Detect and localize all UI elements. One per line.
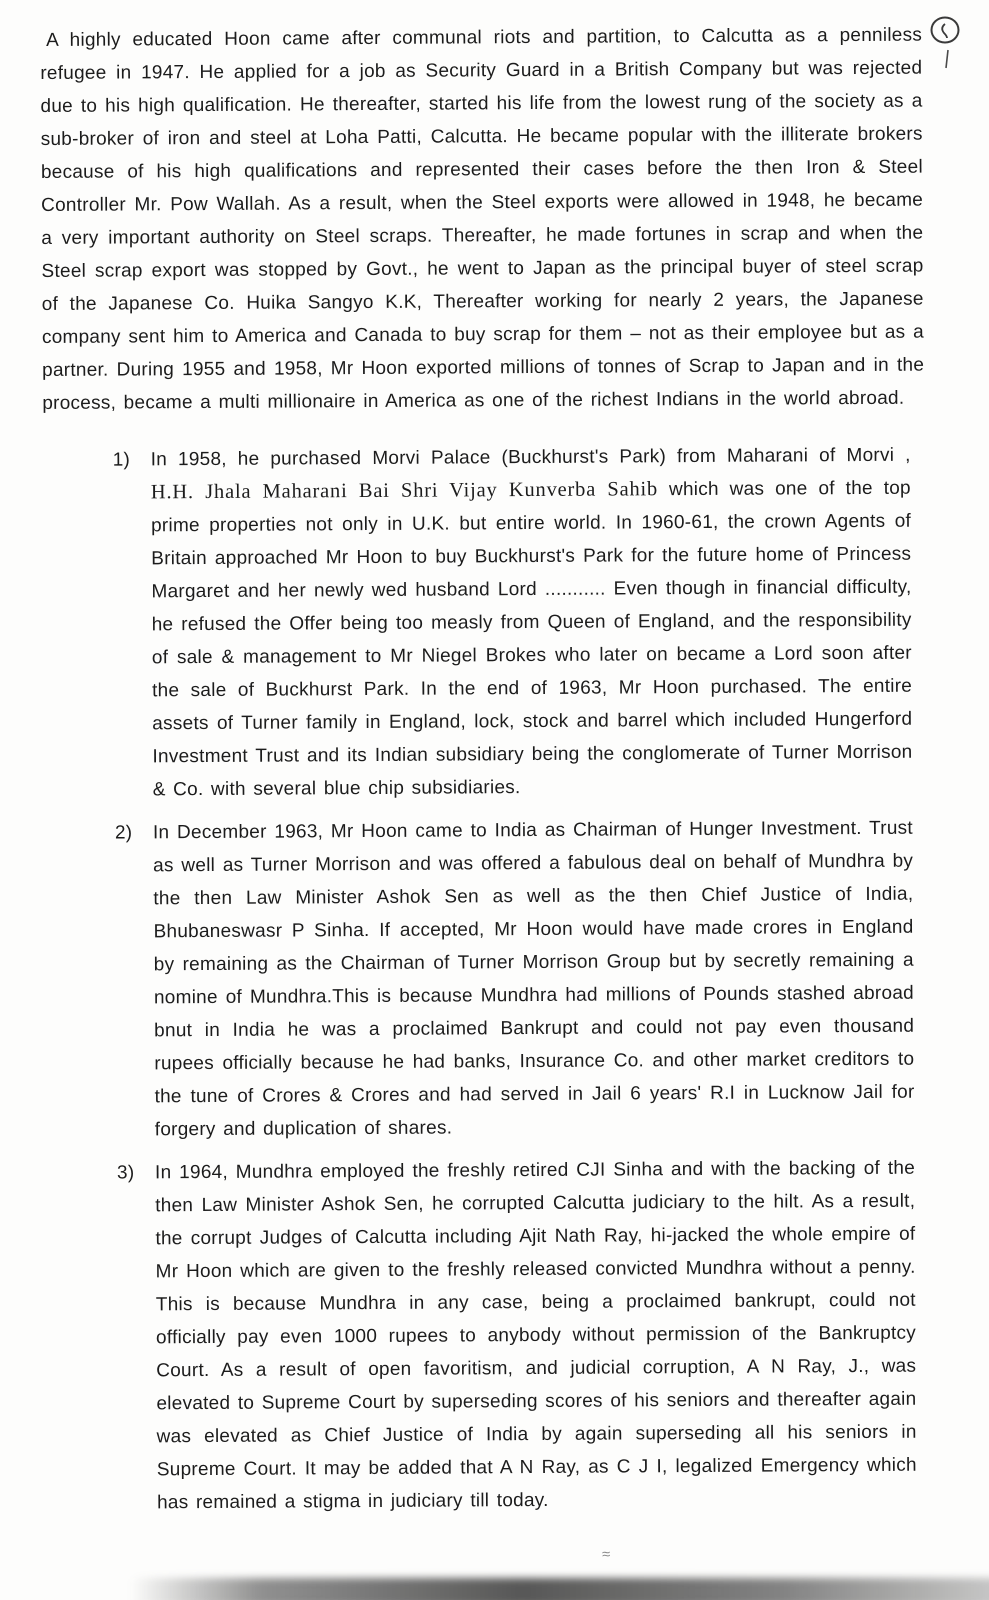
document-content (40, 19, 931, 1520)
item-number: 3) (116, 1162, 135, 1184)
item-1-text-after: which was one of the top prime properties not only in U.K. but entire world. In 1960-61, the crown Agents of Britain approached Mr Hoon to buy Buckhurst's Park for the future home of Princess Margaret and her newly wed husband Lord ........... Even though in financial difficulty, he refused the Offer being too measly from Queen of England, and the responsibility of sale & management to Mr Niegel Brokes who later on became a Lord soon after the sale of Buckhurst Park. In the end of 1963, Mr Hoon purchased. The entire assets of Turner family in England, lock, stock and barrel which included Hungerford Investment Trust and its Indian subsidiary being the conglomerate of Turner Morrison & Co. with several blue chip subsidiaries. (151, 477, 913, 801)
intro-paragraph: A highly educated Hoon came after communal riots and partition, to Calcutta as a penniless refugee in 1947. He applied for a job as Security Guard in a British Company but was rejected due to his high qualification. He thereafter, started his life from the lowest rung of the society as a sub-broker of iron and steel at Loha Patti, Calcutta. He became popular with the illiterate brokers because of his high qualifications and represented their cases before the then Iron & Steel Controller Mr. Pow Wallah. As a result, when the Steel exports were allowed in 1948, he became a very important authority on Steel scraps. Thereafter, he made fortunes in scrap and when the Steel scrap export was stopped by Govt., he went to Japan as the principal buyer of steel scrap of the Japanese Co. Huika Sangyo K.K, Thereafter working for nearly 2 years, the Japanese company sent him to America and Canada to buy scrap for them – not as their employee but as a partner. During 1955 and 1958, Mr Hoon exported millions of tonnes of Scrap to Japan and in the process, became a multi millionaire in America as one of the richest Indians in the world abroad. (40, 24, 925, 414)
list-item-1 (113, 439, 927, 807)
corner-stamp-icon (927, 14, 963, 84)
item-number: 2) (114, 822, 133, 844)
item-text: In 1964, Mundhra employed the freshly retired CJI Sinha and with the backing of the then Law Minister Ashok Sen, he corrupted Calcutta judiciary to the hilt. As a result, the corrupt Judges of Calcutta including Ajit Nath Ray, hi-jacked the whole empire of Mr Hoon which are given to the freshly released convicted Mundhra without a penny. This is because Mundhra in any case, being a proclaimed bankrupt, could not officially pay even 1000 rupees to anybody without permission of the Bankruptcy Court. As a result of open favoritism, and judicial corruption, A N Ray, J., was elevated to Supreme Court by superseding scores of his seniors and thereafter again was elevated as Chief Justice of India by again superseding all his seniors in Supreme Court. It may be added that A N Ray, as C J I, legalized Emergency which has remained a stigma in judiciary till today. (154, 1157, 917, 1514)
scanner-edge-shadow (130, 1578, 989, 1600)
item-number: 1) (112, 449, 131, 471)
numbered-list (43, 439, 932, 1520)
item-text: In December 1963, Mr Hoon came to India as Chairman of Hunger Investment. Trust as well as Turner Morrison and was offered a fabulous deal on behalf of Mundhra by the then Law Minister Ashok Sen as well as the then Chief Justice of India, Bhubaneswasr P Sinha. If accepted, Mr Hoon would have made crores in England by remaining as the Chairman of Turner Morrison Group but by secretly remaining a nomine of Mundhra.This is because Mundhra had millions of Pounds stashed abroad bnut in India he was a proclaimed Bankrupt and could not pay even thousand rupees officially because he had banks, Insurance Co. and other market creditors to the tune of Crores & Crores and had served in Jail 6 years' R.I in Lucknow Jail for forgery and duplication of shares. (152, 817, 915, 1141)
scan-artifact-mark: ≈ (601, 1545, 611, 1564)
item-1-text-before: In 1958, he purchased Morvi Palace (Buckhurst's Park) from Maharani of Morvi , (150, 444, 911, 471)
item-text (151, 439, 927, 807)
list-item-2 (115, 812, 929, 1147)
list-item-3 (117, 1152, 931, 1520)
stamp-circle-icon (927, 14, 963, 84)
royal-name-serif: H.H. Jhala Maharani Bai Shri Vijay Kunverba Sahib (150, 478, 659, 504)
